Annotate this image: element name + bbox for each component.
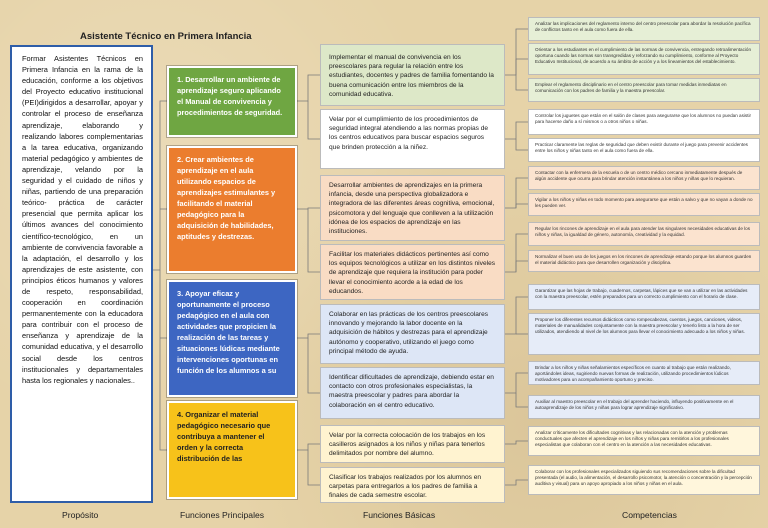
footer-label-proposito: Propósito bbox=[62, 510, 99, 520]
diagram-title: Asistente Técnico en Primera Infancia bbox=[80, 31, 252, 42]
funcion-basica-5: Colaborar en las prácticas de los centros preescolares innovando y mejorando la labor docente en la adquisición de hábitos y destrezas para el aprendizaje autónomo y cooperativo, utilizando el juego como principal método de ayuda. bbox=[320, 304, 505, 364]
footer-label-competencias: Competencias bbox=[622, 510, 677, 520]
competencia-7: Vigilar a los niños y niñas en todo momento para asegurarse que están a salvo y que no vayan a donde no les pueden ver. bbox=[528, 193, 760, 216]
funcion-basica-3: Desarrollar ambientes de aprendizajes en la primera infancia, desde una perspectiva globalizadora e integradora de las diferentes áreas cognitiva, emocional, psicomotora y del lenguaje que conlleven a la utilización idónea de los espacios de aprendizaje en las instituciones. bbox=[320, 175, 505, 241]
funcion-basica-2: Velar por el cumplimiento de los procedimientos de seguridad integral atendiendo a las normas propias de los centros educativos para buscar espacios seguros que brinden protección a la niñez. bbox=[320, 109, 505, 169]
competencia-8: Regular los rincones de aprendizaje en el aula para atender las singulares necesidades educativas de los niños y niñas, la igualdad de género, autonomía, creatividad y la equidad. bbox=[528, 222, 760, 246]
funcion-principal-3: 3. Apoyar eficaz y oportunamente el proceso pedagógico en el aula con actividades que propicien la realización de las tareas y situaciones lúdicas mediante intervenciones oportunas en función de los alumnos a su bbox=[167, 280, 297, 397]
funcion-basica-7: Velar por la correcta colocación de los trabajos en los casilleros asignados a los niños y niñas para tenerlos delimitados por nombre del alumno. bbox=[320, 425, 505, 463]
competencia-12: Brindar a los niños y niñas señalamientos específicos en cuanto al trabajo que están realizando, aportándoles ideas, sugiriendo nuevas formas de realización, utilizando procedimientos lúdicos motivadores para un acompañamiento oportuno y preciso. bbox=[528, 361, 760, 385]
competencia-2: Orientar a los estudiantes en el cumplimiento de las normas de convivencia, entregando retroalimentación oportuna cuando las normas son transgredidas y reforzando su cumplimiento, conforme al Proyecto Educativo Institucional, de acuerdo a su ámbito de acción y a los lineamientos del establecimiento. bbox=[528, 43, 760, 75]
funcion-basica-8: Clasificar los trabajos realizados por los alumnos en carpetas para entregarlos a los padres de familia a finales de cada semestre escolar. bbox=[320, 467, 505, 503]
competencia-6: Contactar con la enfermera de la escuela o de un centro médico cercano inmediatamente después de algún accidente que ocurra para brindar atención instantánea a los niños y niñas que lo requieran. bbox=[528, 166, 760, 190]
competencia-4: Controlar los juguetes que están en el salón de clases para asegurarse que los alumnos no puedan asistir para hacerse daño a sí mismos o a otros niños o niñas. bbox=[528, 109, 760, 135]
footer-label-principales: Funciones Principales bbox=[180, 510, 265, 520]
competencia-3: Emplear el reglamento disciplinario en el centro preescolar para tomar medidas inmediatas en comunicación con los padres de familia y la maestra preescolar. bbox=[528, 78, 760, 102]
competencia-1: Analizar las implicaciones del reglamento interno del centro preescolar para abordar la resolución pacífica de conflictos tanto en el aula como fuera de ella. bbox=[528, 17, 760, 41]
competencia-13: Auxiliar al maestro preescolar en el trabajo del aprender haciendo, influyendo positivamente en el autoaprendizaje de los niños y niñas para lograr aprendizaje significativo. bbox=[528, 395, 760, 419]
competencia-9: Normalizar el buen uso de los juegos en los rincones de aprendizaje estando porque los alumnos guarden el material didáctico para que desarrollen organización y disciplina. bbox=[528, 250, 760, 272]
funcion-basica-1: Implementar el manual de convivencia en los preescolares para regular la relación entre los estudiantes, docentes y padres de familia fomentando la buena comunicación entre los miembros de la comunidad educativa. bbox=[320, 44, 505, 106]
funcion-principal-4: 4. Organizar el material pedagógico necesario que contribuya a mantener el orden y la correcta distribución de las bbox=[167, 401, 297, 499]
competencia-10: Garantizar que las hojas de trabajo, cuadernos, carpetas, lápices que se van a utilizar en las actividades con la maestra preescolar, estén preparados para un correcto cumplimiento con el horario de clase. bbox=[528, 284, 760, 310]
funcion-principal-1: 1. Desarrollar un ambiente de aprendizaje seguro aplicando el Manual de convivencia y procedimientos de seguridad. bbox=[167, 66, 297, 137]
footer-label-basicas: Funciones Básicas bbox=[363, 510, 436, 520]
funcion-basica-4: Facilitar los materiales didácticos pertinentes así como los equipos tecnológicos a utilizar en los distintos niveles de aprendizaje que requiera la institución para poder llevar el conocimiento acorde a la edad de los educandos. bbox=[320, 244, 505, 300]
competencia-14: Analizar críticamente los dificultades cognitivas y las relacionadas con la atención y problemas conductuales que afecten el aprendizaje en los niños y niñas para remitirlos a los profesionales especialistas que colaboran con el centro en la atención a las necesidades educativas. bbox=[528, 426, 760, 456]
competencia-11: Proponer los diferentes recursos didácticos como rompecabezas, cuentos, juegos, canciones, videos, materiales de manualidades conjuntamente con la maestra preescolar y tenerlo listo a la hora de ser utilizados, atendiendo al nivel de los alumnos para llevar el conocimiento adecuado a los niños y niñas. bbox=[528, 313, 760, 355]
funcion-basica-6: Identificar dificultades de aprendizaje, debiendo estar en contacto con otros profesionales especialistas, la maestra preescolar y padres para abordar la colaboración en el centro educativo. bbox=[320, 367, 505, 419]
funcion-principal-2: 2. Crear ambientes de aprendizaje en el aula utilizando espacios de aprendizajes estimulantes y facilitando el material pedagógico para la adquisición de habilidades, aptitudes y destrezas. bbox=[167, 146, 297, 273]
proposito-box: Formar Asistentes Técnicos en Primera Infancia en la rama de la educación, conforme a los objetivos del Proyecto educativo institucional (PEI)dirigidos a desarrollar, apoyar y controlar el proceso de enseñanza aprendizaje, elaborando y realizando labores complementarias a la tarea educativa, organizando material pedagógico y ambientes de aprendizaje, velando por la seguridad y el cuidado de niños y niñas, partiendo de una preparación teórico- práctica de carácter presencial que permita aplicar los últimos avances del conocimiento científico-tecnológico, en un ambiente de convivencia favorable a la adaptación, el desarrollo y los aprendizajes de este asistente, con principios éticos humanos y valores de respeto, responsabilidad, cooperación en coordinación permanentemente con la educadora para contribuir con el proceso de enseñanza y aprendizaje de la comunidad educativa, y el desarrollo social desde los centros institucionales y departamentales hasta los regionales y nacionales.. bbox=[10, 45, 153, 503]
competencia-15: Colaborar con los profesionales especializados siguiendo sus recomendaciones sobre la dificultad presentada (el audio, la alimentación, el desarrollo psicomotor, la atención o concentración y la percepción auditiva y visual) para un apoyo apropiado a los niños y niñas en el aula. bbox=[528, 465, 760, 495]
competencia-5: Practicar claramente las reglas de seguridad que deben existir durante el juego para prevenir accidentes entre los niños y niñas tanto en el aula como fuera de ella. bbox=[528, 138, 760, 162]
